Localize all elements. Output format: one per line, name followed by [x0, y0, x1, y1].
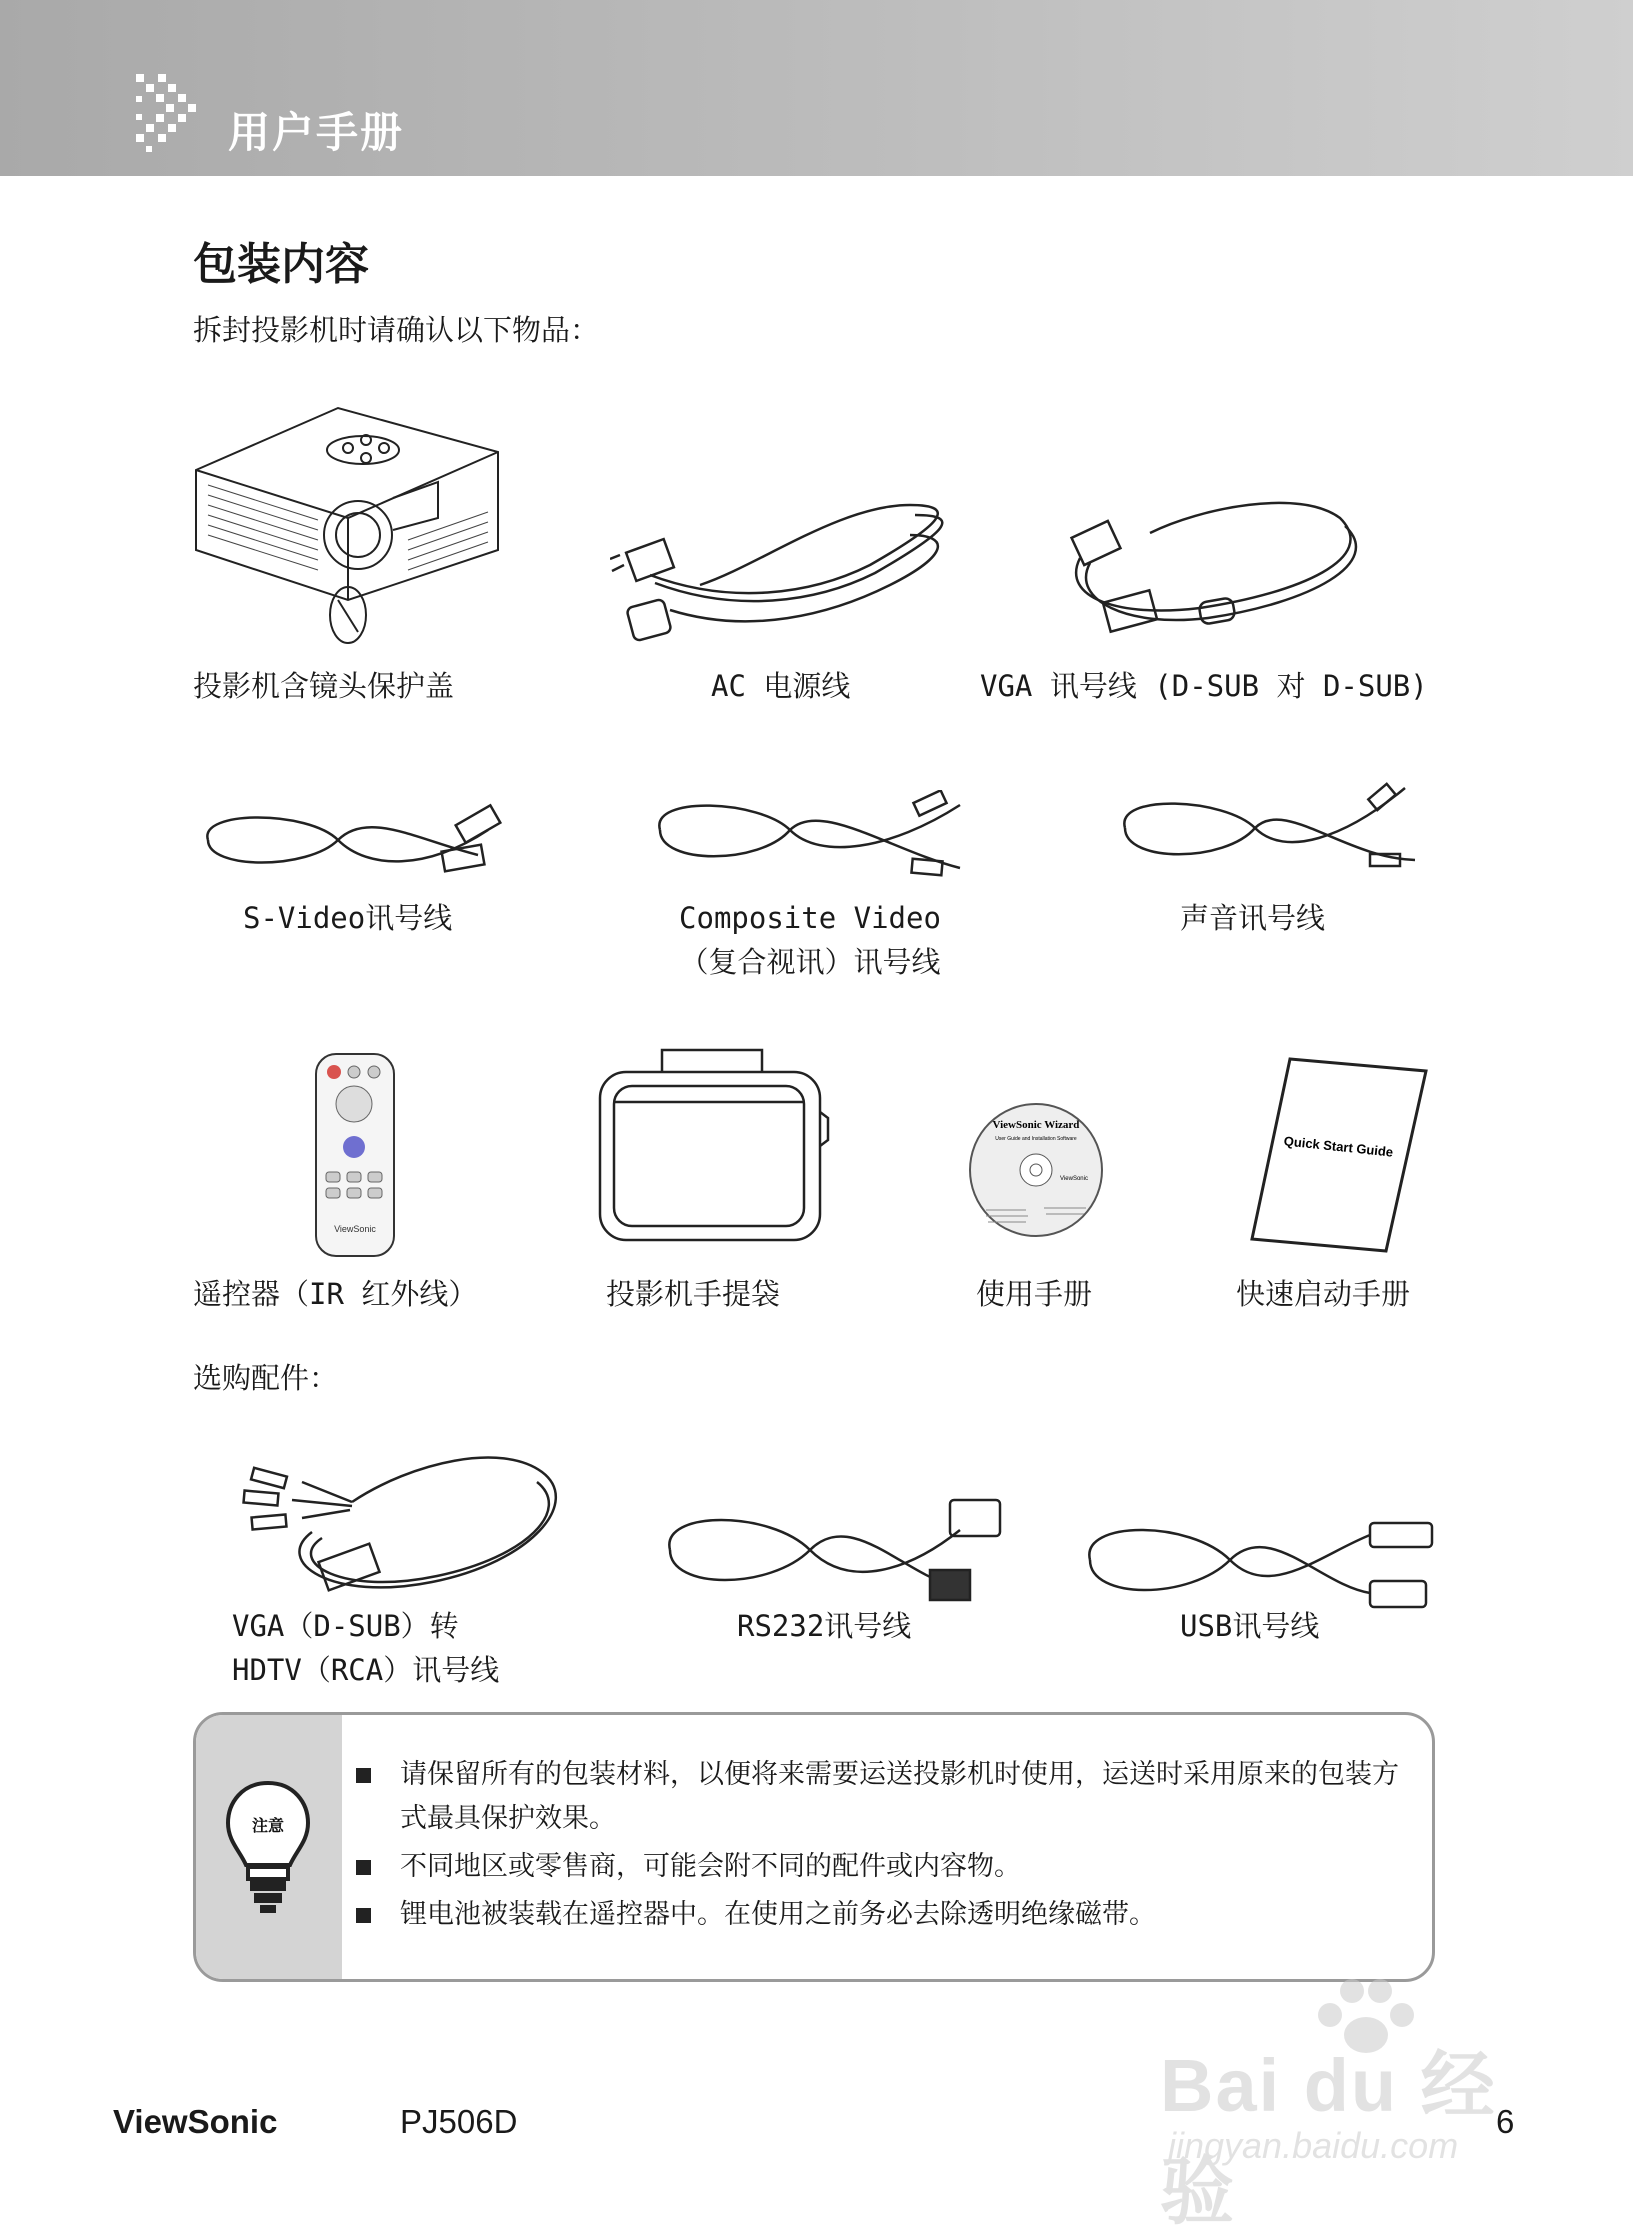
label-rs232-cable: RS232讯号线: [737, 1609, 912, 1643]
label-composite-line1: Composite Video: [679, 901, 941, 935]
note-item: 锂电池被装载在遥控器中。在使用之前务必去除透明绝缘磁带。: [356, 1893, 1406, 1937]
footer-model: PJ506D: [400, 2103, 518, 2140]
label-svideo-cable: S-Video讯号线: [243, 901, 453, 935]
label-usb-cable: USB讯号线: [1180, 1609, 1320, 1643]
label-projector: 投影机含镜头保护盖: [193, 669, 455, 703]
cd-brand-text: ViewSonic: [1060, 1176, 1088, 1182]
cd-title-text: ViewSonic Wizard: [992, 1119, 1080, 1131]
usb-cable-illustration: [1070, 1505, 1450, 1615]
cd-manual-illustration: [966, 1100, 1106, 1240]
label-vga-cable: VGA 讯号线 (D-SUB 对 D-SUB): [980, 669, 1428, 703]
header-bar: [0, 0, 1633, 176]
page-header-title: 用户手册: [228, 108, 405, 157]
note-item: 不同地区或零售商，可能会附不同的配件或内容物。: [356, 1845, 1406, 1889]
footer-brand: ViewSonic: [113, 2103, 278, 2140]
svideo-cable-illustration: [188, 800, 523, 900]
remote-control-illustration: [314, 1052, 396, 1258]
vga-cable-illustration: [1040, 488, 1385, 658]
composite-cable-illustration: [640, 790, 970, 900]
label-vga-hdtv-line1: VGA（D-SUB）转: [232, 1609, 459, 1643]
note-sidebar: [196, 1715, 342, 1979]
label-audio-cable: 声音讯号线: [1180, 901, 1326, 935]
note-box: [193, 1712, 1435, 1982]
guide-title-text: Quick Start Guide: [1283, 1133, 1394, 1160]
lightbulb-icon: [224, 1779, 312, 1917]
remote-brand-text: ViewSonic: [334, 1224, 376, 1234]
vga-hdtv-cable-illustration: [232, 1432, 578, 1610]
optional-accessories-title: 选购配件：: [193, 1361, 339, 1395]
label-remote: 遥控器（IR 红外线）: [193, 1277, 478, 1311]
quick-start-guide-illustration: [1250, 1055, 1430, 1255]
note-list: [356, 1753, 1406, 1941]
baidu-watermark: [1160, 1975, 1540, 2233]
label-vga-hdtv-line2: HDTV（RCA）讯号线: [232, 1653, 500, 1687]
label-bag: 投影机手提袋: [606, 1277, 781, 1311]
label-composite-line2: （复合视讯）讯号线: [679, 945, 941, 979]
note-item: 请保留所有的包装材料，以便将来需要运送投影机时使用，运送时采用原来的包装方式最具保护效果。: [356, 1753, 1406, 1841]
label-ac-cable: AC 电源线: [711, 669, 851, 703]
rs232-cable-illustration: [650, 1490, 1015, 1615]
note-badge-text: 注意: [251, 1816, 285, 1835]
watermark-line1: Bai du 经验: [1160, 2044, 1497, 2233]
page-number: 6: [1496, 2103, 1515, 2140]
section-title: 包装内容: [193, 239, 369, 290]
label-manual-cd: 使用手册: [976, 1277, 1093, 1311]
ac-cable-illustration: [610, 495, 965, 660]
projector-illustration: [188, 400, 508, 650]
intro-text: 拆封投影机时请确认以下物品：: [193, 313, 600, 347]
label-quick-guide: 快速启动手册: [1236, 1277, 1411, 1311]
carrying-bag-illustration: [592, 1042, 832, 1248]
watermark-line2: jingyan.baidu.com: [1168, 2125, 1459, 2166]
audio-cable-illustration: [1105, 778, 1425, 898]
double-chevron-icon: [136, 74, 220, 154]
cd-subtitle-text: User Guide and Installation Software: [995, 1136, 1077, 1142]
